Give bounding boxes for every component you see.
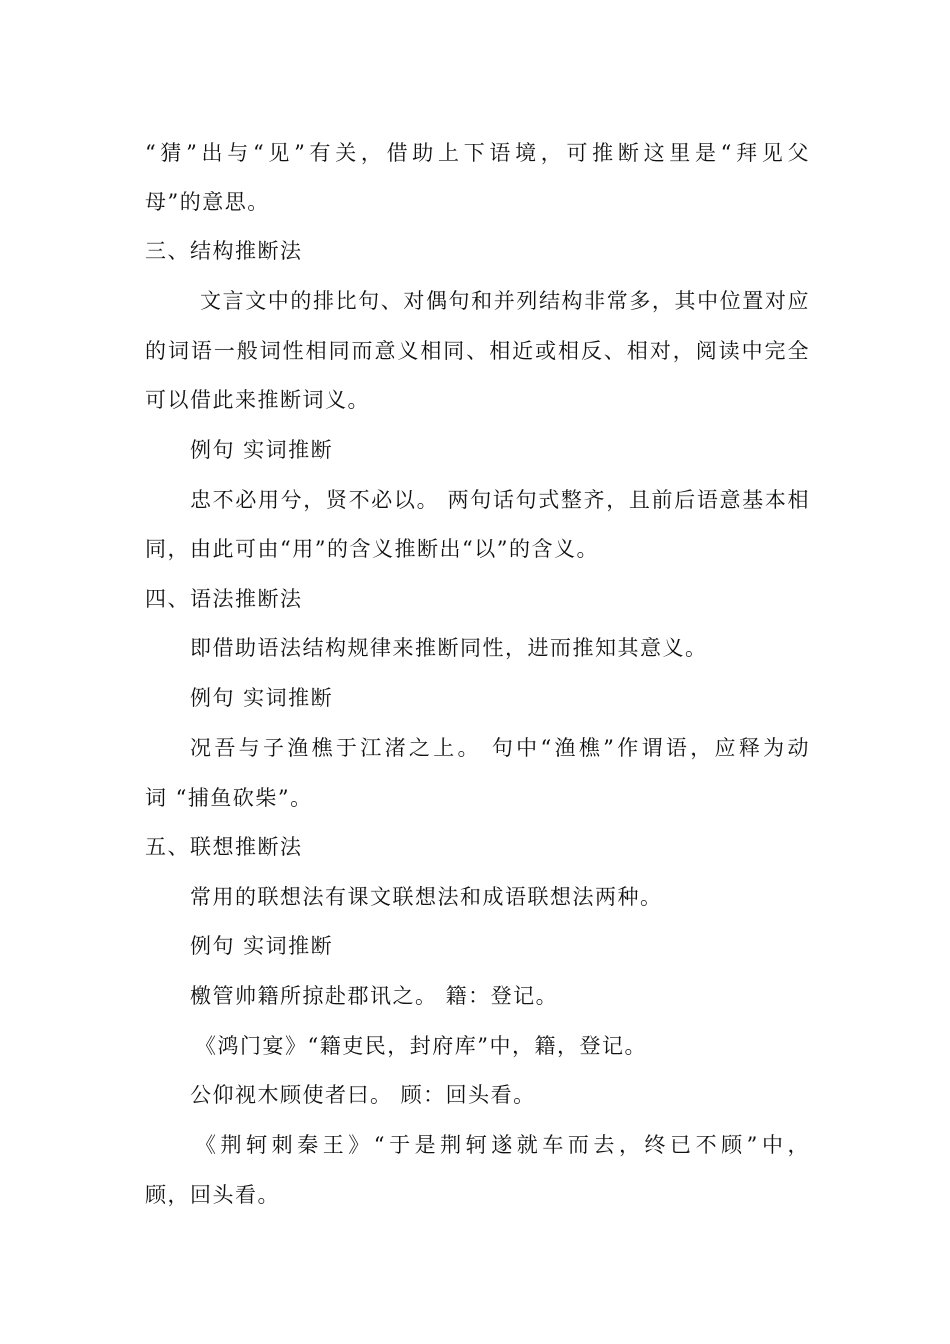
- reference-line: 《鸿门宴》“籍吏民，封府库”中，籍，登记。: [195, 1034, 647, 1058]
- example-line: 檄管帅籍所掠赴郡讯之。 籍：登记。: [190, 984, 559, 1008]
- paragraph-line: 即借助语法结构规律来推断同性，进而推知其意义。: [190, 636, 708, 660]
- paragraph-line: 母”的意思。: [145, 190, 270, 214]
- paragraph-line: 文言文中的排比句、对偶句和并列结构非常多，其中位置对应: [200, 289, 810, 313]
- paragraph-line: 常用的联想法有课文联想法和成语联想法两种。: [190, 885, 663, 909]
- paragraph-line: 可以借此来推断词义。: [145, 388, 370, 412]
- example-line: 忠不必用兮，贤不必以。 两句话句式整齐，且前后语意基本相: [190, 488, 810, 512]
- reference-line: 《荆轲刺秦王》“于是荆轲遂就车而去，终已不顾”中，: [195, 1133, 810, 1157]
- example-label: 例句 实词推断: [190, 934, 334, 958]
- example-line: 同，由此可由“用”的含义推断出“以”的含义。: [145, 537, 599, 561]
- example-line: 公仰视木顾使者曰。 顾：回头看。: [190, 1083, 536, 1107]
- example-label: 例句 实词推断: [190, 438, 334, 462]
- paragraph-line: “猜”出与“见”有关，借助上下语境，可推断这里是“拜见父: [145, 141, 810, 165]
- section-heading: 四、语法推断法: [145, 587, 303, 611]
- section-heading: 三、结构推断法: [145, 239, 303, 263]
- example-line: 词 “捕鱼砍柴”。: [145, 786, 313, 810]
- reference-line: 顾，回头看。: [145, 1183, 280, 1207]
- example-line: 况吾与子渔樵于江渚之上。 句中“渔樵”作谓语，应释为动: [190, 736, 810, 760]
- section-heading: 五、联想推断法: [145, 835, 303, 859]
- paragraph-line: 的词语一般词性相同而意义相同、相近或相反、相对，阅读中完全: [145, 339, 810, 363]
- example-label: 例句 实词推断: [190, 686, 334, 710]
